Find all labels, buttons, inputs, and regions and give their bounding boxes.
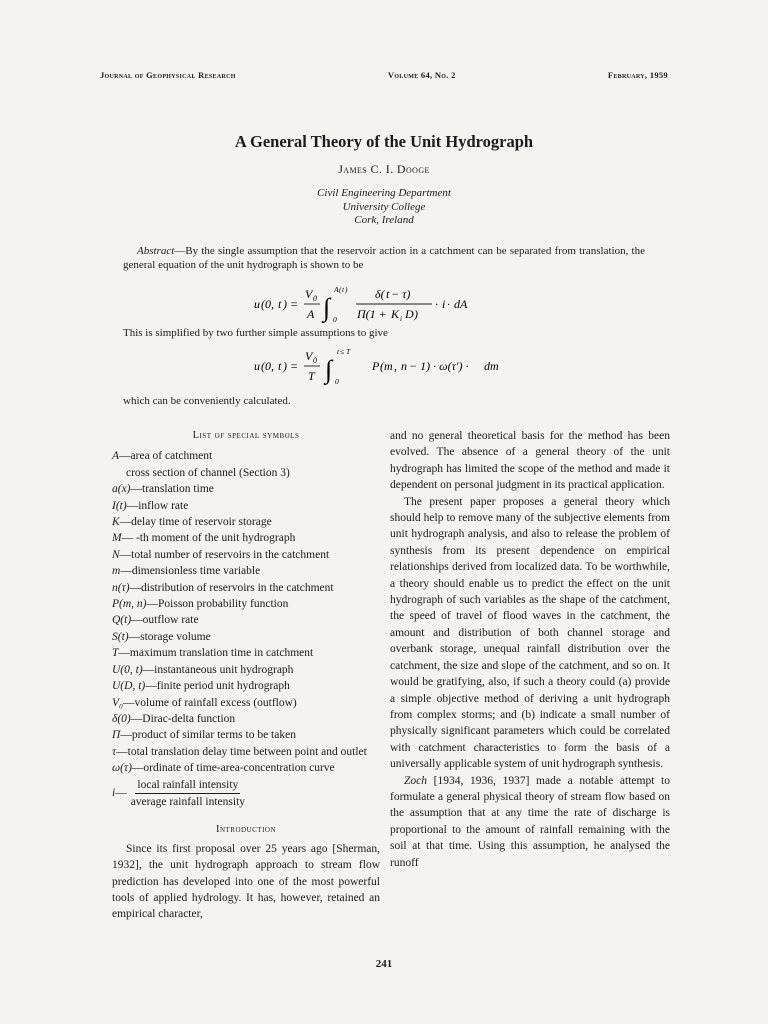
svg-text:A: A xyxy=(307,307,315,321)
svg-text:≤: ≤ xyxy=(340,347,345,356)
symbol-item: τ—total translation delay time between point and outlet xyxy=(112,745,367,758)
svg-text:(0,: (0, xyxy=(261,297,274,311)
svg-text:0: 0 xyxy=(313,294,317,303)
introduction-paragraph: Since its first proposal over 25 years ago [Sherman, 1932], the unit hydrograph approach to stream flow prediction has developed into one of the most powerful tools of applied hydrology. It has, however, retained an empirical character, xyxy=(112,842,380,921)
svg-text:n: n xyxy=(401,359,407,373)
svg-text:t: t xyxy=(278,297,282,311)
page-number: 241 xyxy=(375,958,393,970)
svg-text:(: ( xyxy=(380,359,384,373)
symbol-item: n(τ)—distribution of reservoirs in the catchment xyxy=(112,581,334,594)
symbol-item: K—delay time of reservoir storage xyxy=(112,516,272,529)
left-column xyxy=(112,428,380,923)
svg-text:): ) xyxy=(345,285,348,294)
simplified-text: This is simplified by two further simple assumptions to give xyxy=(123,327,388,339)
rainfall-ratio-item: i — $\frac{\text{local rainfall intensity}}{\text{average rainfall intensity}}$ xyxy=(112,777,380,811)
ratio-fraction xyxy=(131,777,245,811)
svg-text:t: t xyxy=(278,359,282,373)
svg-text:D: D xyxy=(405,307,414,321)
paragraph-proposal: The present paper proposes a general theory which should help to remove many of the subjective elements from unit hydrograph analysis, and also to release the problem of synthesis from its present dependence on empirical relationships derived from localized data. To be worthwhile, a theory should enable us to predict the effect on the unit hydrograph of such variables as the shape of the catchment, the speed of travel of flood waves in the catchment, the amount and distribution of both channel storage and overbank storage, unequal rainfall distribution over the catchment, the size and slope of the catchment, and so on. It would be gratifying, also, if such a theory could (a) provide a simple objective method of deriving a unit hydrograph from complex storms; and (b) indicate a small number of physically significant parameters which could be correlated with catchment characteristics to form the basis of a universally applicable system of unit hydrograph synthesis. xyxy=(390,495,670,771)
issue-date: February, 1959 xyxy=(607,70,668,80)
abstract-label: Abstract xyxy=(137,245,175,257)
author-name: James C. I. Dooge xyxy=(338,162,430,176)
symbol-item: V₀—volume of rainfall excess (outflow) xyxy=(112,696,297,709)
symbol-item: A—area of catchment xyxy=(112,450,213,463)
svg-text:0: 0 xyxy=(333,315,337,324)
ratio-denominator: average rainfall intensity xyxy=(130,795,246,808)
paragraph-zoch: Zoch [1934, 1936, 1937] made a notable attempt to formulate a general physical theory of stream flow based on the assumption that at any time the rate of discharge is proportional to the amount of rainfall remaining with the soil at that time. Using this assumption, he analysed the runoff xyxy=(390,774,670,869)
svg-text:P: P xyxy=(372,359,380,373)
paragraph-continued: and no general theoretical basis for the method has been evolved. The absence of a general theory of the unit hydrograph has limited the scope of the method and made it dependent on personal judgment in its practical application. xyxy=(390,430,670,492)
svg-text:·: · xyxy=(435,297,438,311)
svg-text:∫: ∫ xyxy=(325,355,333,384)
symbol-item: I(t)—inflow rate xyxy=(112,499,189,512)
ratio-symbol: i xyxy=(112,787,116,800)
closing-text: which can be conveniently calculated. xyxy=(123,395,291,407)
svg-text:t: t xyxy=(337,347,340,356)
svg-text:− τ): − τ) xyxy=(391,287,411,301)
svg-text:0: 0 xyxy=(335,377,339,386)
svg-text:dm: dm xyxy=(484,359,499,373)
svg-text:·: · xyxy=(447,297,450,311)
svg-text:V: V xyxy=(305,349,313,363)
svg-text:) =: ) = xyxy=(283,297,299,311)
introduction-heading: Introduction xyxy=(215,824,277,836)
svg-text:t: t xyxy=(386,287,390,301)
symbols-list xyxy=(112,448,380,810)
symbol-item: T—maximum translation time in catchment xyxy=(112,647,314,660)
svg-text:(0,: (0, xyxy=(261,359,274,373)
symbol-item: Q(t)—outflow rate xyxy=(112,614,199,627)
svg-text:V: V xyxy=(305,287,313,301)
paper-title: A General Theory of the Unit Hydrograph xyxy=(234,132,534,151)
symbols-heading: List of special symbols xyxy=(192,430,300,441)
right-column xyxy=(390,428,670,871)
symbol-item: Π—product of similar terms to be taken xyxy=(112,729,296,742)
svg-text:K: K xyxy=(391,307,400,321)
svg-text:T: T xyxy=(308,369,315,383)
svg-text:A: A xyxy=(334,285,339,294)
symbol-item: a(x)—translation time xyxy=(112,483,214,496)
running-head xyxy=(100,70,668,80)
zoch-citation: Zoch xyxy=(404,774,427,787)
svg-text:u: u xyxy=(254,297,260,311)
symbol-item: U(D, t)—finite period unit hydrograph xyxy=(112,680,290,693)
svg-text:): ) xyxy=(414,307,418,321)
symbol-item: N—total number of reservoirs in the catchment xyxy=(112,548,330,561)
symbol-item: cross section of channel (Section 3) xyxy=(126,466,290,479)
symbol-item: M— -th moment of the unit hydrograph xyxy=(112,532,296,545)
affiliation-line-2: University College xyxy=(342,200,426,213)
svg-text:0: 0 xyxy=(313,356,317,365)
abstract-text: —By the single assumption that the reservoir action in a catchment can be separated from translation, the general equation of the unit hydrograph is shown to be xyxy=(123,245,645,271)
svg-text:,: , xyxy=(394,359,397,373)
affiliation-line-1: Civil Engineering Department xyxy=(317,187,451,199)
symbol-item: U(0, t)—instantaneous unit hydrograph xyxy=(112,663,294,676)
svg-text:u: u xyxy=(254,359,260,373)
svg-text:dA: dA xyxy=(454,297,468,311)
affiliation-line-3: Cork, Ireland xyxy=(354,214,414,226)
svg-text:i: i xyxy=(400,315,402,323)
symbol-item: m—dimensionless time variable xyxy=(112,565,261,578)
journal-name: Journal of Geophysical Research xyxy=(100,70,236,80)
svg-text:t: t xyxy=(342,285,345,294)
svg-text:Π(1 +: Π(1 + xyxy=(357,307,387,321)
svg-text:− 1) · ω(τ′) ·: − 1) · ω(τ′) · xyxy=(409,359,469,373)
symbol-item: δ(0)—Dirac-delta function xyxy=(112,712,236,725)
svg-text:i: i xyxy=(442,297,446,311)
symbol-item: P(m, n)—Poisson probability function xyxy=(112,598,289,611)
svg-text:δ(: δ( xyxy=(375,287,385,301)
svg-text:∫: ∫ xyxy=(323,293,331,322)
symbol-item: ω(τ)—ordinate of time-area-concentration curve xyxy=(112,762,335,775)
symbol-item: S(t)—storage volume xyxy=(112,630,211,643)
svg-text:m: m xyxy=(384,359,393,373)
svg-text:T: T xyxy=(346,347,351,356)
svg-text:(: ( xyxy=(339,285,342,294)
volume-number: Volume 64, No. 2 xyxy=(387,70,456,80)
svg-text:) =: ) = xyxy=(283,359,299,373)
equation-2 xyxy=(254,344,514,388)
abstract xyxy=(123,244,645,272)
ratio-numerator: local rainfall intensity xyxy=(135,777,240,794)
affiliation xyxy=(0,187,768,228)
equation-1 xyxy=(254,282,494,326)
